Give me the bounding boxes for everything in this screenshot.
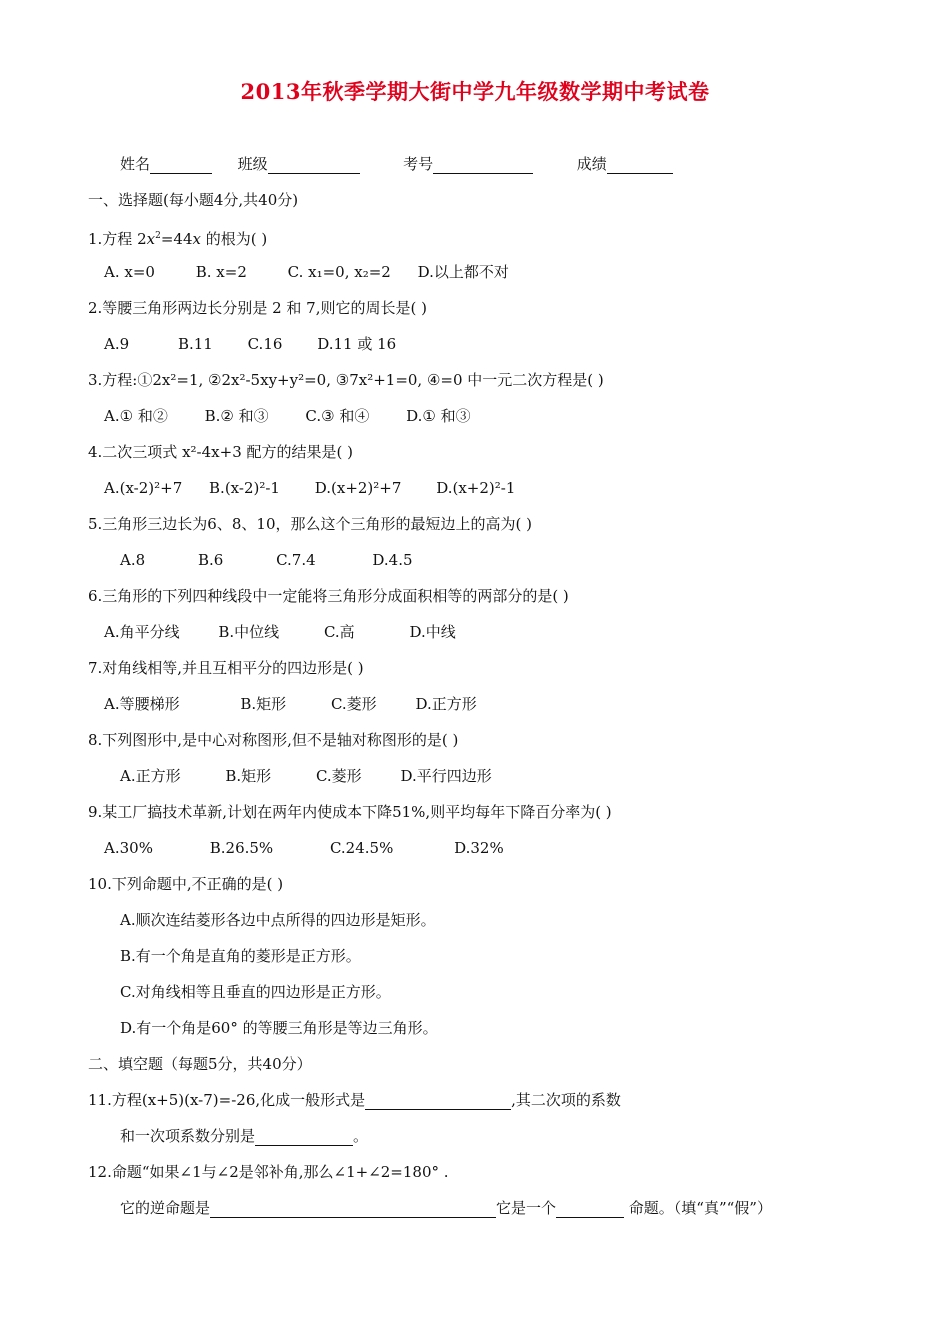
q10-option-b[interactable]: B.有一个角是直角的菱形是正方形。 (120, 947, 361, 965)
q2-option-a[interactable]: A.9 (104, 335, 130, 353)
q7-option-b[interactable]: B.矩形 (240, 695, 287, 713)
q11-text-d: 。 (353, 1127, 369, 1145)
q11-coefficients-blank[interactable] (255, 1129, 353, 1146)
question-12-line2 (120, 1198, 772, 1218)
question-7: 7.对角线相等,并且互相平分的四边形是( ) (88, 659, 364, 677)
question-8: 8.下列图形中,是中心对称图形,但不是轴对称图形的是( ) (88, 731, 459, 749)
q8-options (120, 766, 518, 786)
q6-option-d[interactable]: D.中线 (409, 623, 456, 641)
q6-options (104, 622, 482, 642)
q7-options (104, 694, 503, 714)
q11-text-b: ,其二次项的系数 (511, 1091, 621, 1109)
q3-option-d[interactable]: D.① 和③ (406, 407, 471, 425)
q5-option-c[interactable]: C.7.4 (276, 551, 316, 569)
question-4: 4.二次三项式 x²-4x+3 配方的结果是( ) (88, 443, 353, 461)
q12-truth-blank[interactable] (556, 1201, 624, 1218)
q10-option-a[interactable]: A.顺次连结菱形各边中点所得的四边形是矩形。 (120, 911, 436, 929)
q4-option-a[interactable]: A.(x-2)²+7 (104, 479, 183, 497)
q4-options (104, 478, 541, 498)
q11-text-a: 11.方程(x+5)(x-7)=-26,化成一般形式是 (88, 1091, 366, 1109)
q2-option-d[interactable]: D.11 或 16 (317, 335, 397, 353)
q11-text-c: 和一次项系数分别是 (120, 1127, 256, 1145)
question-1: 1.方程 $2x^2=44x$ 的根为( ) (88, 230, 268, 248)
q10-option-c[interactable]: C.对角线相等且垂直的四边形是正方形。 (120, 983, 391, 1001)
q4-option-d[interactable]: D.(x+2)²-1 (436, 479, 516, 497)
q3-option-c[interactable]: C.③ 和④ (305, 407, 370, 425)
q8-option-d[interactable]: D.平行四边形 (400, 767, 492, 785)
class-blank[interactable] (268, 157, 360, 174)
section-choice-heading: 一、选择题(每小题4分,共40分) (88, 191, 299, 209)
q8-option-a[interactable]: A.正方形 (120, 767, 181, 785)
q1-stem-c: 的根为( ) (200, 230, 268, 248)
q5-option-b[interactable]: B.6 (197, 551, 224, 569)
q2-option-c[interactable]: C.16 (247, 335, 283, 353)
q1-option-b[interactable]: B. x=2 (195, 263, 247, 281)
q2-options (104, 334, 422, 354)
q8-option-c[interactable]: C.菱形 (315, 767, 362, 785)
q3-options (104, 406, 497, 426)
section-fill-heading: 二、填空题（每题5分，共40分） (88, 1055, 312, 1073)
q7-option-a[interactable]: A.等腰梯形 (104, 695, 180, 713)
q7-option-d[interactable]: D.正方形 (415, 695, 477, 713)
name-blank[interactable] (150, 157, 212, 174)
q9-option-a[interactable]: A.30% (104, 839, 153, 857)
score-blank[interactable] (607, 157, 673, 174)
question-3: 3.方程:①2x²=1, ②2x²-5xy+y²=0, ③7x²+1=0, ④=0 中一元二次方程是( ) (88, 371, 604, 389)
q9-option-c[interactable]: C.24.5% (329, 839, 394, 857)
q1-stem-a: 1.方程 2 (88, 230, 147, 248)
exam-number-label: 考号 (403, 155, 434, 173)
q12-text-a: 它的逆命题是 (120, 1199, 211, 1217)
question-2: 2.等腰三角形两边长分别是 2 和 7,则它的周长是( ) (88, 299, 427, 317)
student-info-row (120, 154, 673, 174)
q5-option-a[interactable]: A.8 (120, 551, 146, 569)
q1-option-d[interactable]: D.以上都不对 (417, 263, 509, 281)
q4-option-c[interactable]: D.(x+2)²+7 (314, 479, 402, 497)
q12-converse-blank[interactable] (210, 1201, 496, 1218)
question-9: 9.某工厂搞技术革新,计划在两年内使成本下降51%,则平均每年下降百分率为( ) (88, 803, 612, 821)
q5-options (120, 550, 439, 570)
class-label: 班级 (237, 155, 268, 173)
question-11-line1 (88, 1090, 621, 1110)
q5-option-d[interactable]: D.4.5 (372, 551, 413, 569)
q9-option-d[interactable]: D.32% (454, 839, 504, 857)
q1-option-c[interactable]: C. x₁=0, x₂=2 (287, 263, 391, 281)
question-10: 10.下列命题中,不正确的是( ) (88, 875, 284, 893)
q3-option-b[interactable]: B.② 和③ (204, 407, 269, 425)
question-12-line1: 12.命题“如果∠1与∠2是邻补角,那么∠1+∠2=180° . (88, 1163, 449, 1181)
q4-option-b[interactable]: B.(x-2)²-1 (209, 479, 280, 497)
q8-option-b[interactable]: B.矩形 (225, 767, 272, 785)
name-label: 姓名 (120, 155, 151, 173)
q12-text-c: 命题。（填“真”“假”） (624, 1199, 772, 1217)
q9-option-b[interactable]: B.26.5% (209, 839, 274, 857)
score-label: 成绩 (576, 155, 607, 173)
question-5: 5.三角形三边长为6、8、10，那么这个三角形的最短边上的高为( ) (88, 515, 532, 533)
q11-general-form-blank[interactable] (365, 1093, 511, 1110)
q12-text-b: 它是一个 (496, 1199, 557, 1217)
question-11-line2 (120, 1126, 368, 1146)
q3-option-a[interactable]: A.① 和② (104, 407, 168, 425)
q6-option-c[interactable]: C.高 (323, 623, 355, 641)
q2-option-b[interactable]: B.11 (177, 335, 213, 353)
q1-options (104, 262, 535, 282)
q1-stem-b: =4 (160, 230, 183, 248)
exam-title: 2013年秋季学期大街中学九年级数学期中考试卷 (240, 79, 710, 104)
q6-option-b[interactable]: B.中位线 (218, 623, 280, 641)
q10-option-d[interactable]: D.有一个角是60° 的等腰三角形是等边三角形。 (120, 1019, 438, 1037)
q1-option-a[interactable]: A. x=0 (104, 263, 155, 281)
q9-options (104, 838, 530, 858)
q6-option-a[interactable]: A.角平分线 (104, 623, 180, 641)
question-6: 6.三角形的下列四种线段中一定能将三角形分成面积相等的两部分的是( ) (88, 587, 569, 605)
exam-number-blank[interactable] (433, 157, 533, 174)
q7-option-c[interactable]: C.菱形 (330, 695, 377, 713)
